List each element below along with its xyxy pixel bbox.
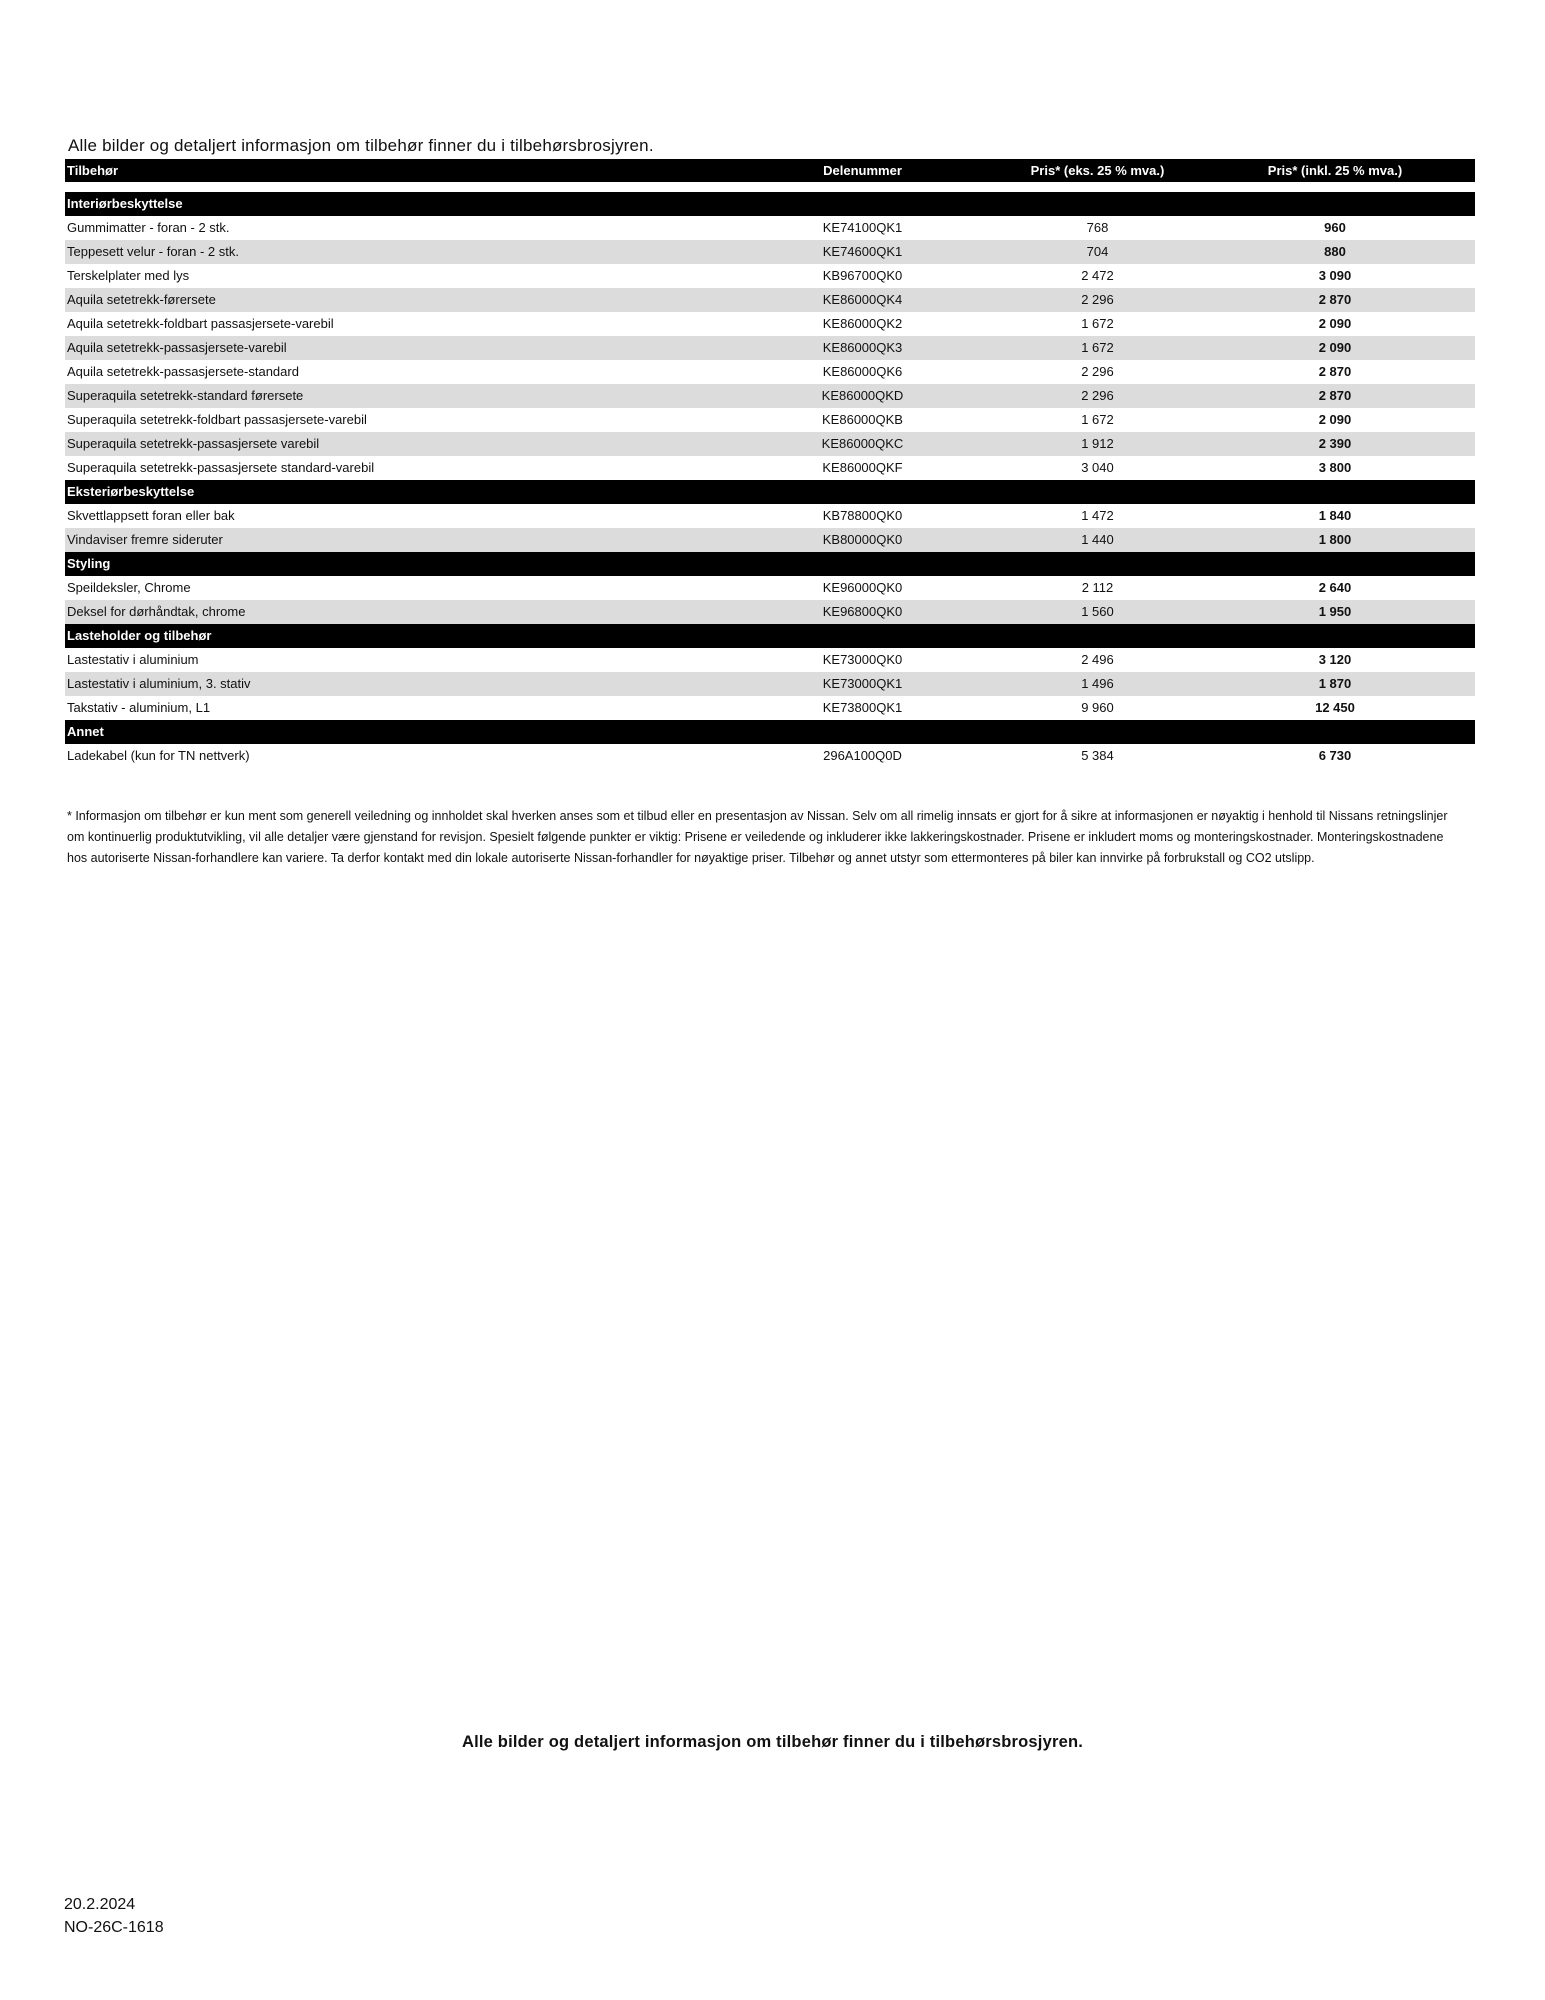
price-ex-vat: 1 912 [1000, 432, 1195, 456]
part-number: KE86000QK4 [725, 288, 1000, 312]
price-ex-vat: 3 040 [1000, 456, 1195, 480]
price-inc-vat: 2 090 [1195, 336, 1475, 360]
table-row [65, 600, 1475, 624]
section-exterior [65, 480, 1475, 552]
section-header [65, 552, 1475, 576]
item-name: Gummimatter - foran - 2 stk. [65, 216, 725, 240]
price-inc-vat: 1 840 [1195, 504, 1475, 528]
part-number: 296A100Q0D [725, 744, 1000, 768]
price-inc-vat: 2 870 [1195, 288, 1475, 312]
table-row [65, 456, 1475, 480]
table-row [65, 504, 1475, 528]
header-spacer [65, 182, 1475, 192]
price-inc-vat: 960 [1195, 216, 1475, 240]
price-ex-vat: 2 296 [1000, 384, 1195, 408]
price-ex-vat: 768 [1000, 216, 1195, 240]
section-title: Lasteholder og tilbehør [65, 624, 1475, 648]
item-name: Superaquila setetrekk-passasjersete varebil [65, 432, 725, 456]
price-ex-vat: 2 496 [1000, 648, 1195, 672]
header-price-ex-vat: Pris* (eks. 25 % mva.) [1000, 159, 1195, 182]
section-interior [65, 192, 1475, 480]
item-name: Aquila setetrekk-førersete [65, 288, 725, 312]
table-row [65, 648, 1475, 672]
part-number: KE74600QK1 [725, 240, 1000, 264]
table-header-row [65, 159, 1475, 182]
brochure-note: Alle bilder og detaljert informasjon om tilbehør finner du i tilbehørsbrosjyren. [461, 1733, 1084, 1751]
part-number: KB80000QK0 [725, 528, 1000, 552]
part-number: KE96000QK0 [725, 576, 1000, 600]
table-row [65, 216, 1475, 240]
price-inc-vat: 1 800 [1195, 528, 1475, 552]
part-number: KE86000QKF [725, 456, 1000, 480]
table-row [65, 744, 1475, 768]
header-price-inc-vat: Pris* (inkl. 25 % mva.) [1195, 159, 1475, 182]
item-name: Aquila setetrekk-passasjersete-varebil [65, 336, 725, 360]
table-row [65, 576, 1475, 600]
section-title: Interiørbeskyttelse [65, 192, 1475, 216]
price-ex-vat: 1 672 [1000, 336, 1195, 360]
table-row [65, 240, 1475, 264]
price-ex-vat: 2 296 [1000, 360, 1195, 384]
section-title: Eksteriørbeskyttelse [65, 480, 1475, 504]
table-row [65, 672, 1475, 696]
table-row [65, 528, 1475, 552]
part-number: KB78800QK0 [725, 504, 1000, 528]
price-ex-vat: 1 496 [1000, 672, 1195, 696]
price-ex-vat: 1 440 [1000, 528, 1195, 552]
part-number: KE73000QK0 [725, 648, 1000, 672]
part-number: KE96800QK0 [725, 600, 1000, 624]
price-inc-vat: 6 730 [1195, 744, 1475, 768]
table-row [65, 696, 1475, 720]
price-inc-vat: 1 950 [1195, 600, 1475, 624]
item-name: Aquila setetrekk-passasjersete-standard [65, 360, 725, 384]
item-name: Takstativ - aluminium, L1 [65, 696, 725, 720]
item-name: Superaquila setetrekk-passasjersete standard-varebil [65, 456, 725, 480]
section-header [65, 624, 1475, 648]
table-row [65, 408, 1475, 432]
intro-text: Alle bilder og detaljert informasjon om tilbehør finner du i tilbehørsbrosjyren. [68, 136, 654, 155]
disclaimer-footnote: * Informasjon om tilbehør er kun ment som generell veiledning og innholdet skal hverken anses som et tilbud eller en presentasjon av Nissan. Selv om all rimelig innsats er gjort for å sikre at informasjonen er nøyaktig i henhold til Nissans retningslinjer om kontinuerlig produktutvikling, vil alle detaljer være gjenstand for revisjon. Spesielt følgende punkter er viktig: Prisene er veiledende og inkluderer ikke lakkeringskostnader. Prisene er inkludert moms og monteringskostnader. Monteringskostnadene hos autoriserte Nissan-forhandlere kan variere. Ta derfor kontakt med din lokale autoriserte Nissan-forhandler for nøyaktige priser. Tilbehør og annet utstyr som ettermonteres på biler kan innvirke på forbrukstall og CO2 utslipp. [67, 809, 1448, 865]
item-name: Lastestativ i aluminium [65, 648, 725, 672]
price-inc-vat: 3 120 [1195, 648, 1475, 672]
price-inc-vat: 2 090 [1195, 312, 1475, 336]
price-ex-vat: 1 672 [1000, 408, 1195, 432]
part-number: KE73800QK1 [725, 696, 1000, 720]
part-number: KE74100QK1 [725, 216, 1000, 240]
document-meta [64, 1893, 164, 1939]
part-number: KE86000QKC [725, 432, 1000, 456]
table-row [65, 432, 1475, 456]
section-header [65, 720, 1475, 744]
price-inc-vat: 12 450 [1195, 696, 1475, 720]
table-row [65, 360, 1475, 384]
table-row [65, 384, 1475, 408]
price-inc-vat: 2 640 [1195, 576, 1475, 600]
table-row [65, 264, 1475, 288]
part-number: KE86000QK3 [725, 336, 1000, 360]
item-name: Teppesett velur - foran - 2 stk. [65, 240, 725, 264]
price-inc-vat: 2 090 [1195, 408, 1475, 432]
item-name: Speildeksler, Chrome [65, 576, 725, 600]
item-name: Aquila setetrekk-foldbart passasjersete-varebil [65, 312, 725, 336]
item-name: Superaquila setetrekk-standard førersete [65, 384, 725, 408]
item-name: Ladekabel (kun for TN nettverk) [65, 744, 725, 768]
price-ex-vat: 704 [1000, 240, 1195, 264]
section-header [65, 480, 1475, 504]
document-code: NO-26C-1618 [64, 1919, 164, 1936]
item-name: Deksel for dørhåndtak, chrome [65, 600, 725, 624]
price-inc-vat: 880 [1195, 240, 1475, 264]
price-inc-vat: 1 870 [1195, 672, 1475, 696]
section-load-carriers [65, 624, 1475, 720]
item-name: Skvettlappsett foran eller bak [65, 504, 725, 528]
part-number: KE86000QK6 [725, 360, 1000, 384]
section-title: Annet [65, 720, 1475, 744]
price-ex-vat: 1 672 [1000, 312, 1195, 336]
section-other [65, 720, 1475, 768]
part-number: KE86000QKB [725, 408, 1000, 432]
price-inc-vat: 3 800 [1195, 456, 1475, 480]
table-row [65, 288, 1475, 312]
price-inc-vat: 2 870 [1195, 360, 1475, 384]
price-ex-vat: 2 112 [1000, 576, 1195, 600]
table-row [65, 336, 1475, 360]
price-ex-vat: 2 296 [1000, 288, 1195, 312]
price-inc-vat: 3 090 [1195, 264, 1475, 288]
section-title: Styling [65, 552, 1475, 576]
part-number: KE73000QK1 [725, 672, 1000, 696]
price-ex-vat: 2 472 [1000, 264, 1195, 288]
price-ex-vat: 5 384 [1000, 744, 1195, 768]
header-part-number: Delenummer [725, 159, 1000, 182]
part-number: KE86000QKD [725, 384, 1000, 408]
document-date: 20.2.2024 [64, 1896, 136, 1913]
table-row [65, 312, 1475, 336]
part-number: KB96700QK0 [725, 264, 1000, 288]
price-ex-vat: 1 560 [1000, 600, 1195, 624]
item-name: Superaquila setetrekk-foldbart passasjersete-varebil [65, 408, 725, 432]
price-ex-vat: 9 960 [1000, 696, 1195, 720]
item-name: Terskelplater med lys [65, 264, 725, 288]
section-header [65, 192, 1475, 216]
item-name: Lastestativ i aluminium, 3. stativ [65, 672, 725, 696]
item-name: Vindaviser fremre sideruter [65, 528, 725, 552]
part-number: KE86000QK2 [725, 312, 1000, 336]
price-inc-vat: 2 870 [1195, 384, 1475, 408]
section-styling [65, 552, 1475, 624]
price-inc-vat: 2 390 [1195, 432, 1475, 456]
header-item: Tilbehør [65, 159, 725, 182]
price-ex-vat: 1 472 [1000, 504, 1195, 528]
accessory-price-table [65, 159, 1475, 768]
